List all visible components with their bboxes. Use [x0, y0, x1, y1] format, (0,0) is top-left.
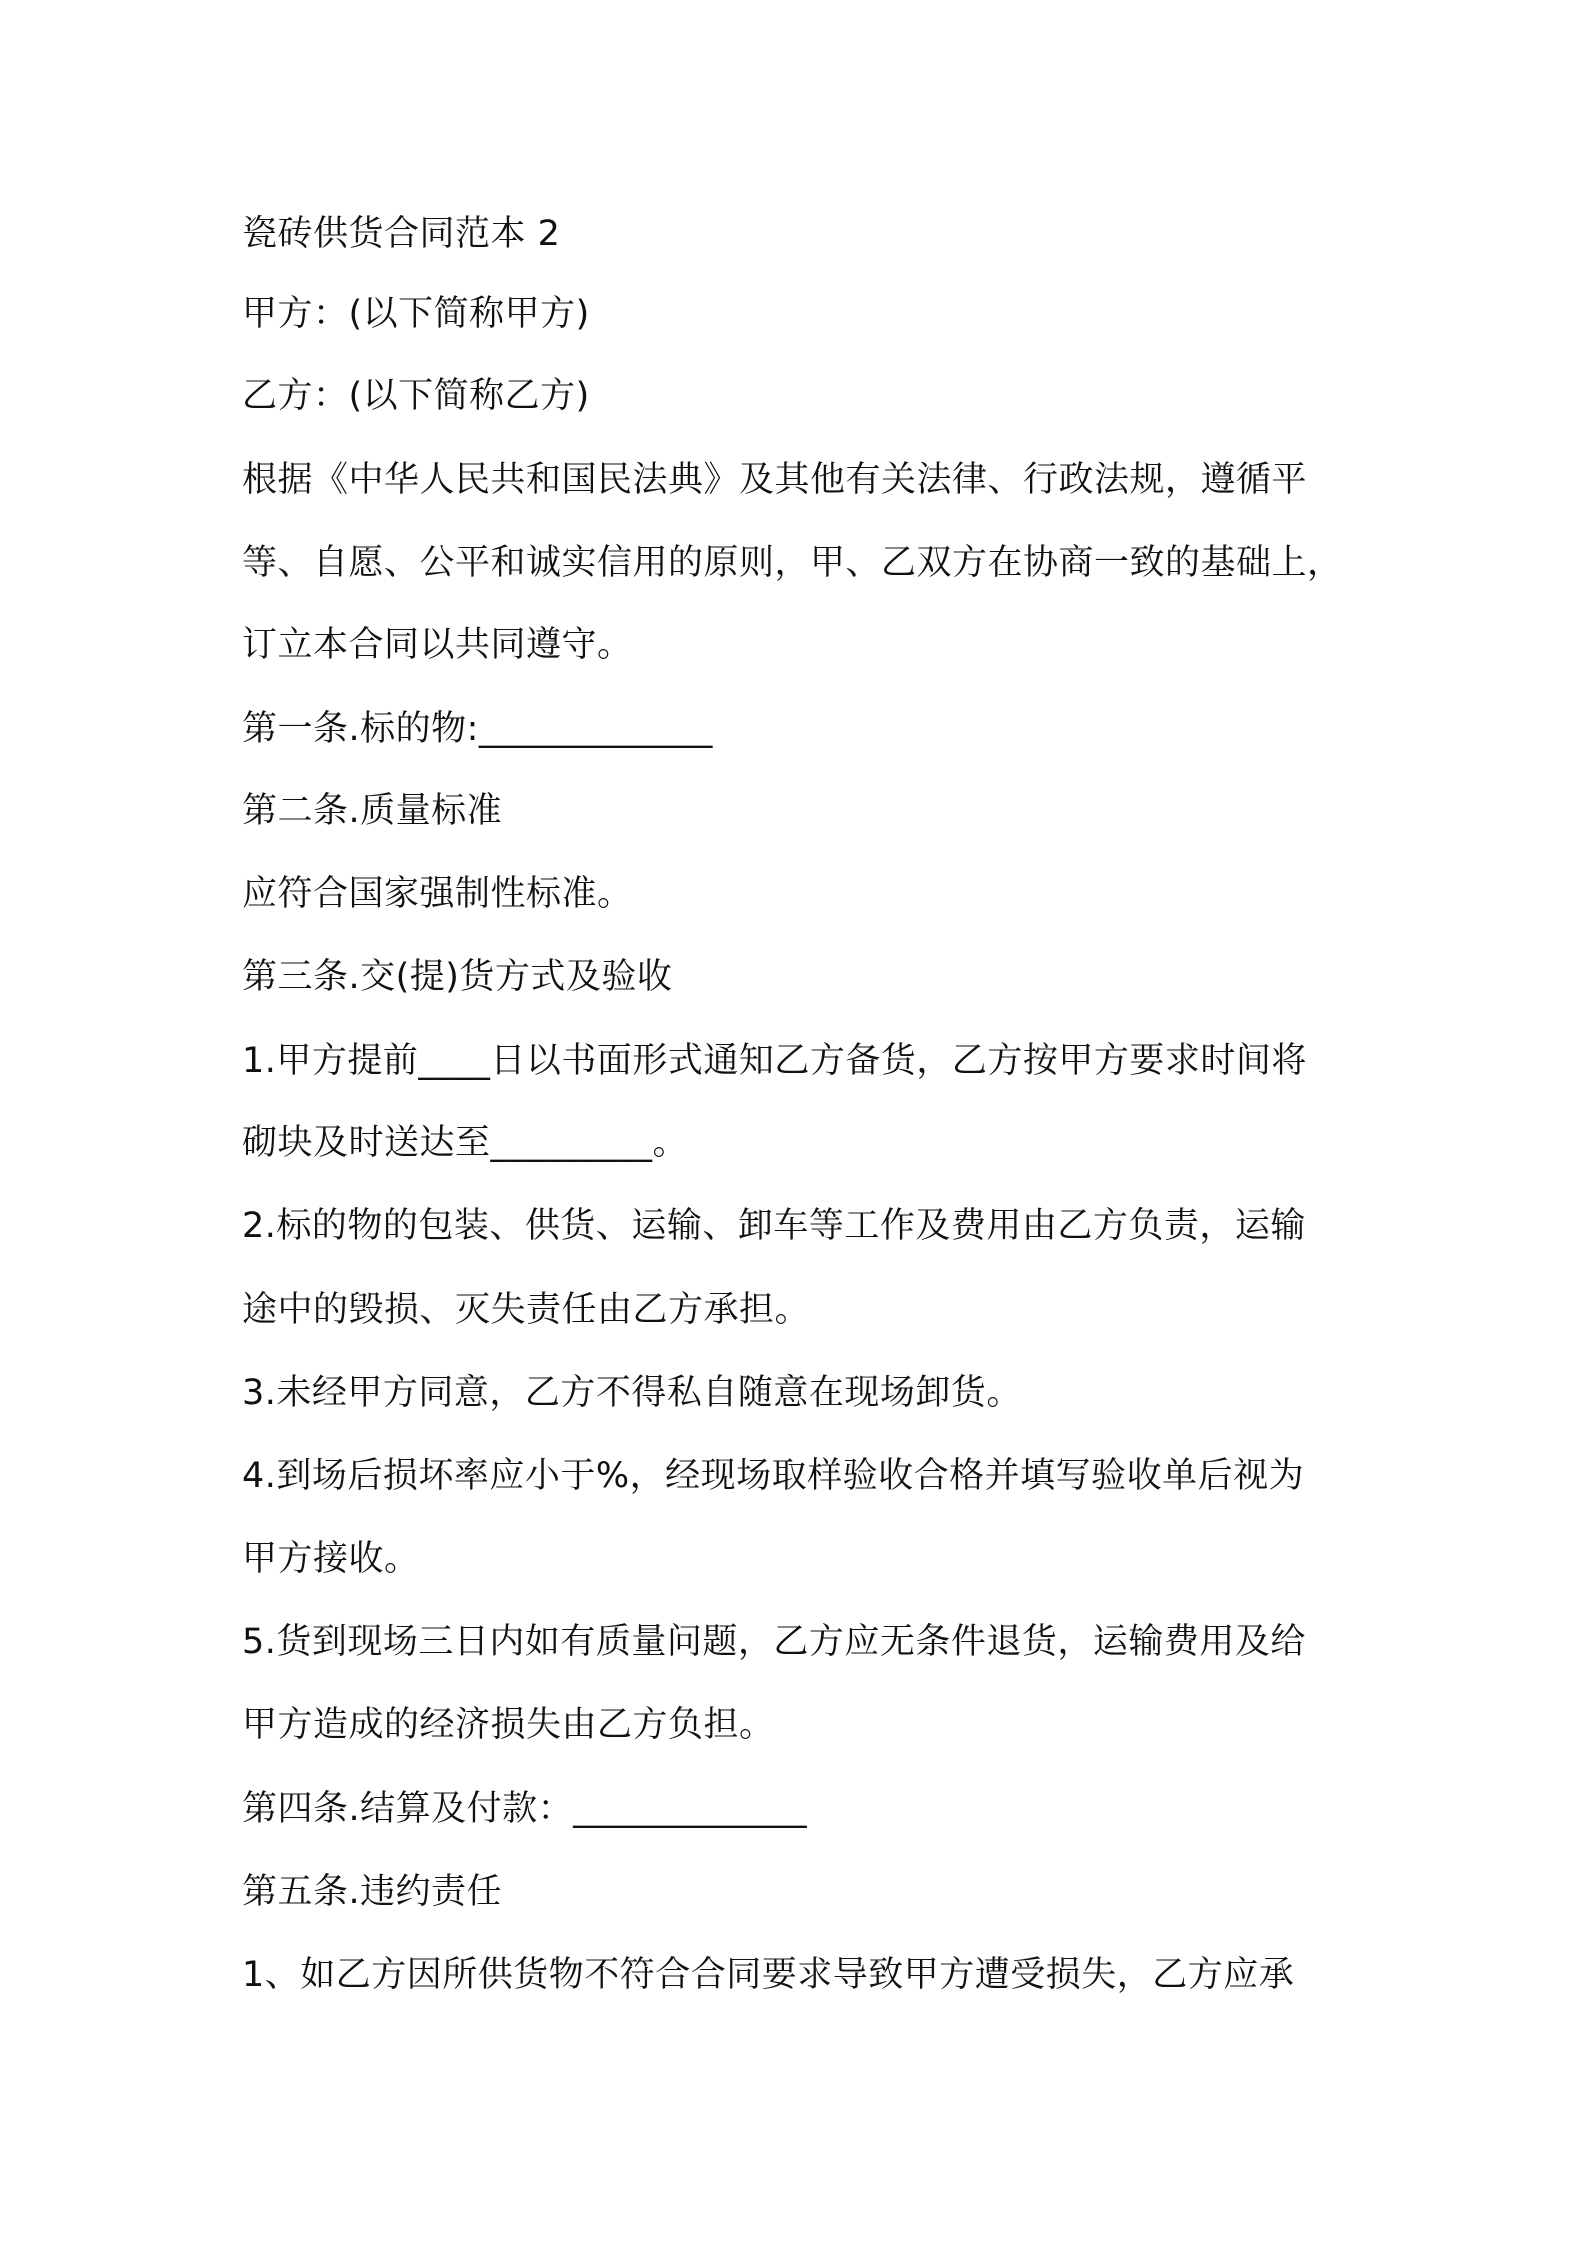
article-3-item: 砌块及时送达至_________。 — [242, 1123, 689, 1163]
article-3-item: 2.标的物的包装、供货、运输、卸车等工作及费用由乙方负责，运输 — [242, 1206, 1306, 1246]
article-5-item: 1、如乙方因所供货物不符合合同要求导致甲方遭受损失，乙方应承 — [242, 1955, 1295, 1995]
party-a-line: 甲方：(以下简称甲方) — [242, 294, 590, 334]
document-title: 瓷砖供货合同范本 2 — [242, 214, 561, 254]
article-2-body: 应符合国家强制性标准。 — [242, 874, 633, 914]
article-3-item: 3.未经甲方同意，乙方不得私自随意在现场卸货。 — [242, 1373, 1022, 1413]
article-3-item: 途中的毁损、灭失责任由乙方承担。 — [242, 1290, 811, 1330]
article-5-title: 第五条.违约责任 — [242, 1872, 503, 1912]
preamble-line: 根据《中华人民共和国民法典》及其他有关法律、行政法规，遵循平 — [242, 460, 1308, 500]
preamble-line: 等、自愿、公平和诚实信用的原则，甲、乙双方在协商一致的基础上， — [242, 543, 1343, 583]
article-2-title: 第二条.质量标准 — [242, 791, 503, 831]
preamble-line: 订立本合同以共同遵守。 — [242, 625, 633, 665]
party-b-line: 乙方：(以下简称乙方) — [242, 376, 590, 416]
article-3-item: 甲方造成的经济损失由乙方负担。 — [242, 1705, 775, 1745]
article-3-item: 甲方接收。 — [242, 1539, 420, 1579]
article-4: 第四条.结算及付款：_____________ — [242, 1789, 808, 1829]
article-3-title: 第三条.交(提)货方式及验收 — [242, 957, 673, 997]
article-3-item: 4.到场后损坏率应小于%，经现场取样验收合格并填写验收单后视为 — [242, 1456, 1305, 1496]
article-3-item: 5.货到现场三日内如有质量问题，乙方应无条件退货，运输费用及给 — [242, 1622, 1306, 1662]
article-1: 第一条.标的物:_____________ — [242, 709, 713, 749]
article-3-item: 1.甲方提前____日以书面形式通知乙方备货，乙方按甲方要求时间将 — [242, 1041, 1307, 1081]
